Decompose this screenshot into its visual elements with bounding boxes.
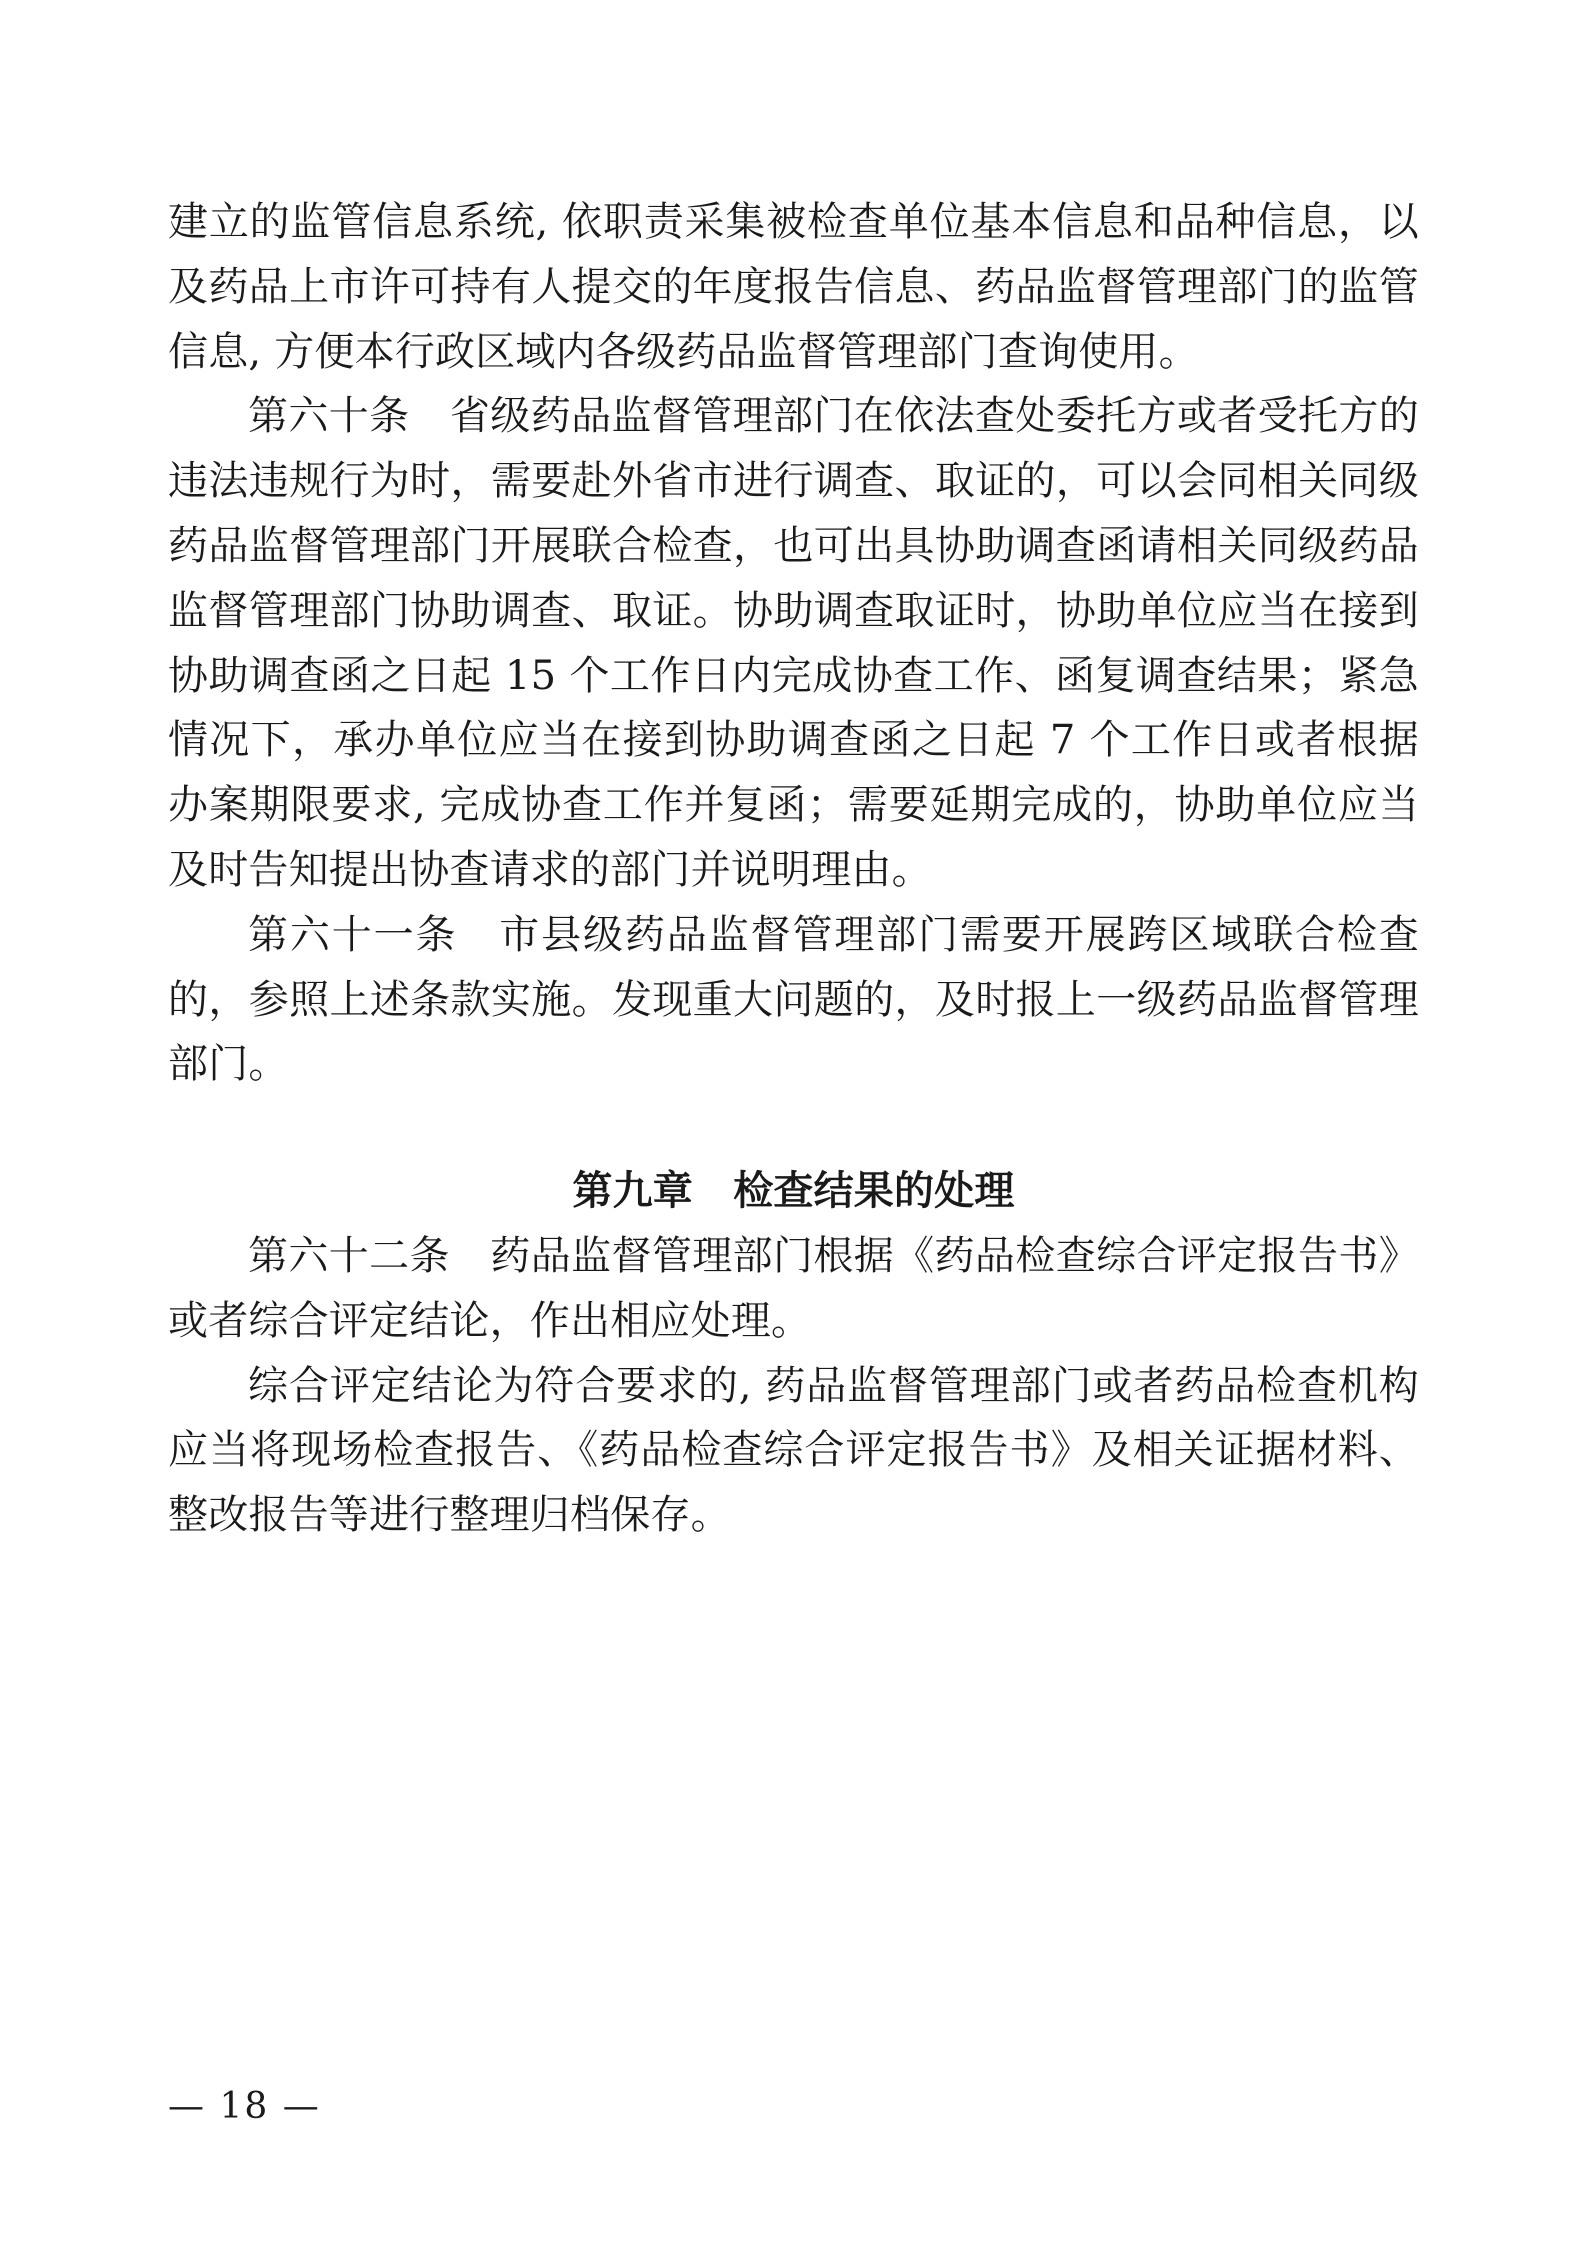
paragraph-article-61: 第六十一条 市县级药品监督管理部门需要开展跨区域联合检查的，参照上述条款实施。发现重大问题的，及时报上一级药品监督管理部门。 (168, 911, 1419, 1088)
chapter-heading: 第九章 检查结果的处理 (572, 1167, 1015, 1215)
page-number: — 18 — (168, 2086, 321, 2127)
paragraph-article-60: 第六十条 省级药品监督管理部门在依法查处委托方或者受托方的违法违规行为时，需要赴外省市进行调查、取证的，可以会同相关同级药品监督管理部门开展联合检查，也可出具协助调查函请相关同级药品监督管理部门协助调查、取证。协助调查取证时，协助单位应当在接到协助调查函之日起 15 个工作日内完成协查工作、函复调查结果；紧急情况下，承办单位应当在接到协助调查函之日起 7 个工作日或者根据办案期限要求, 完成协查工作并复函；需要延期完成的，协助单位应当及时告知提出协查请求的部门并说明理由。 (168, 393, 1419, 893)
section-spacer (168, 1097, 1419, 1159)
document-body (168, 190, 1419, 1548)
paragraph-article-62-second: 综合评定结论为符合要求的, 药品监督管理部门或者药品检查机构应当将现场检查报告、《药品检查综合评定报告书》及相关证据材料、整改报告等进行整理归档保存。 (168, 1362, 1419, 1539)
paragraph-article-62: 第六十二条 药品监督管理部门根据《药品检查综合评定报告书》或者综合评定结论，作出相应处理。 (168, 1232, 1419, 1344)
paragraph-continuation: 建立的监管信息系统, 依职责采集被检查单位基本信息和品种信息，以及药品上市许可持有人提交的年度报告信息、药品监督管理部门的监管信息, 方便本行政区域内各级药品监督管理部门查询使用。 (168, 199, 1419, 375)
